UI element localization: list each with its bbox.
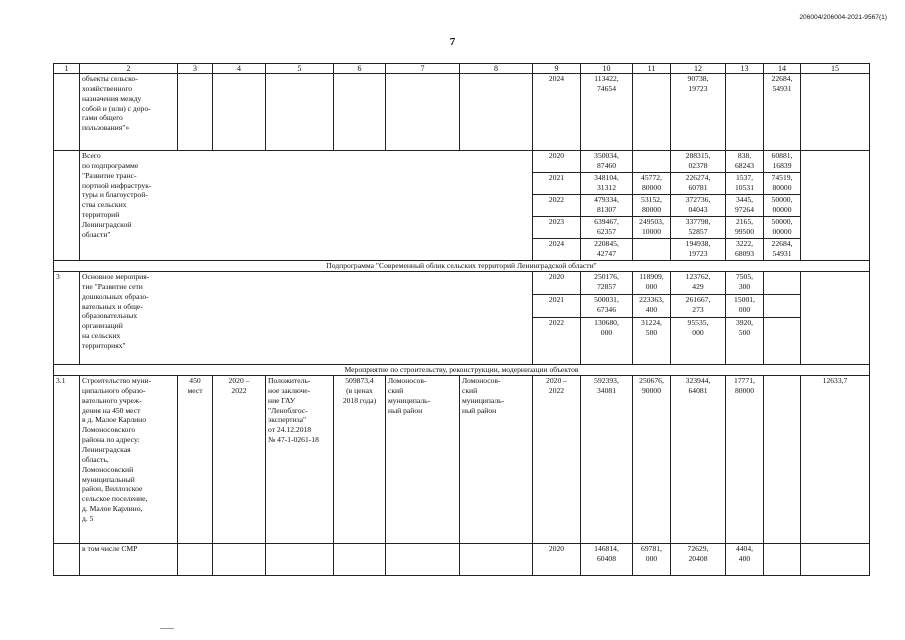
value-cell: 479334, 81307 bbox=[581, 195, 633, 217]
col-header: 4 bbox=[213, 64, 266, 74]
value-cell: 95535, 000 bbox=[671, 318, 726, 365]
col-header: 8 bbox=[460, 64, 533, 74]
value-cell: 3222, 68093 bbox=[726, 239, 764, 261]
row-number: 3 bbox=[54, 272, 80, 365]
year-cell: 2020 bbox=[533, 544, 581, 576]
value-cell: 69781, 000 bbox=[633, 544, 671, 576]
expertise-cell: Положитель- ное заключе- ние ГАУ "Леноблгос- экспертиза" от 24.12.2018 № 47-1-0261-18 bbox=[266, 376, 334, 544]
value-cell: 348104, 31312 bbox=[581, 173, 633, 195]
value-cell: 15001, 000 bbox=[726, 295, 764, 318]
value-cell: 261667, 273 bbox=[671, 295, 726, 318]
value-cell: 90738, 19723 bbox=[671, 74, 726, 151]
value-cell: 3920, 500 bbox=[726, 318, 764, 365]
year-cell: 2024 bbox=[533, 74, 581, 151]
table-row bbox=[54, 272, 870, 295]
col-header: 14 bbox=[764, 64, 801, 74]
value-cell: 113422, 74654 bbox=[581, 74, 633, 151]
value-cell: 17771, 80000 bbox=[726, 376, 764, 544]
value-cell: 1537, 10531 bbox=[726, 173, 764, 195]
col-header: 7 bbox=[386, 64, 460, 74]
value-cell: 53152, 80000 bbox=[633, 195, 671, 217]
value-cell: 31224, 500 bbox=[633, 318, 671, 365]
page-number: 7 bbox=[449, 36, 456, 48]
value-cell: 146814, 60408 bbox=[581, 544, 633, 576]
value-cell bbox=[764, 272, 801, 295]
year-cell: 2021 bbox=[533, 173, 581, 195]
value-cell: 130680, 000 bbox=[581, 318, 633, 365]
value-cell: 639467, 62357 bbox=[581, 217, 633, 239]
table-row bbox=[54, 376, 870, 544]
document-id: 206004/206004-2021-9567(1) bbox=[799, 14, 887, 21]
row-label: объекты сельско- хозяйственного назначения между собой и (или) с доро- гами общего пользования"» bbox=[80, 74, 178, 151]
table-row bbox=[54, 365, 870, 376]
subprogram-title: Подпрограмма "Современный облик сельских территорий Ленинградской области" bbox=[54, 261, 870, 272]
value-cell bbox=[764, 318, 801, 365]
value-cell: 194938, 19723 bbox=[671, 239, 726, 261]
value-cell bbox=[764, 544, 801, 576]
table-row bbox=[54, 74, 870, 151]
col-header: 12 bbox=[671, 64, 726, 74]
value-cell: 118909, 000 bbox=[633, 272, 671, 295]
recipient-cell: Ломоносов- ский муниципаль- ный район bbox=[460, 376, 533, 544]
period-cell: 2020 – 2022 bbox=[213, 376, 266, 544]
value-cell: 350034, 87460 bbox=[581, 151, 633, 173]
year-cell: 2024 bbox=[533, 239, 581, 261]
table-row bbox=[54, 261, 870, 272]
row-label: Основное мероприя- тие "Развитие сети дошкольных образо- вательных и обще- образовательных организаций на сельских территориях" bbox=[80, 272, 533, 365]
value-cell: 838, 68243 bbox=[726, 151, 764, 173]
row-number: 3.1 bbox=[54, 376, 80, 544]
value-cell: 337798, 52857 bbox=[671, 217, 726, 239]
scan-mark bbox=[160, 628, 174, 629]
year-cell: 2023 bbox=[533, 217, 581, 239]
value-cell: 223363, 400 bbox=[633, 295, 671, 318]
value-cell: 592393, 34081 bbox=[581, 376, 633, 544]
col-header: 3 bbox=[178, 64, 213, 74]
value-cell: 72629, 20408 bbox=[671, 544, 726, 576]
row-label: Всего по подпрограмме "Развитие транс- портной инфраструк- туры и благоустрой- ства сельских территорий Ленинградской области" bbox=[80, 151, 533, 261]
col-header: 11 bbox=[633, 64, 671, 74]
value-cell: 226274, 60781 bbox=[671, 173, 726, 195]
value-cell: 3445, 97264 bbox=[726, 195, 764, 217]
col-header: 5 bbox=[266, 64, 334, 74]
value-cell bbox=[726, 74, 764, 151]
value-cell: 4404, 400 bbox=[726, 544, 764, 576]
value-cell bbox=[633, 151, 671, 173]
value-cell: 60881, 16839 bbox=[764, 151, 801, 173]
value-cell: 220845, 42747 bbox=[581, 239, 633, 261]
value-cell bbox=[764, 295, 801, 318]
capacity-cell: 450 мест bbox=[178, 376, 213, 544]
col-header: 13 bbox=[726, 64, 764, 74]
value-cell bbox=[633, 239, 671, 261]
year-cell: 2020 bbox=[533, 272, 581, 295]
value-cell bbox=[633, 74, 671, 151]
value-cell: 250676, 90000 bbox=[633, 376, 671, 544]
year-cell: 2022 bbox=[533, 195, 581, 217]
value-cell: 74519, 80000 bbox=[764, 173, 801, 195]
customer-cell: Ломоносов- ский муниципаль- ный район bbox=[386, 376, 460, 544]
row-label: Строительство муни- ципального образо- вательного учреж- дения на 450 мест в д. Малое Карлино Ломоносовского района по адресу: Ленинградская область, Ломоносовский муниципальный район, Виллозское сельское поселение, д. Малое Карлино, д. 5 bbox=[80, 376, 178, 544]
value-cell: 22684, 54931 bbox=[764, 74, 801, 151]
value-cell: 45772, 80000 bbox=[633, 173, 671, 195]
value-cell bbox=[764, 376, 801, 544]
col-header: 6 bbox=[334, 64, 386, 74]
value-cell: 323944, 64081 bbox=[671, 376, 726, 544]
value-cell: 7505, 300 bbox=[726, 272, 764, 295]
table-row bbox=[54, 544, 870, 576]
value-cell: 22684, 54931 bbox=[764, 239, 801, 261]
program-table bbox=[53, 63, 870, 576]
year-cell: 2020 – 2022 bbox=[533, 376, 581, 544]
column-number-row bbox=[54, 64, 870, 74]
table-row bbox=[54, 151, 870, 173]
value-cell: 249503, 10000 bbox=[633, 217, 671, 239]
value-cell: 50000, 00000 bbox=[764, 217, 801, 239]
col-header: 15 bbox=[801, 64, 870, 74]
value-cell: 2165, 99500 bbox=[726, 217, 764, 239]
value-cell: 250176, 72857 bbox=[581, 272, 633, 295]
col-header: 1 bbox=[54, 64, 80, 74]
row-label: в том числе СМР bbox=[80, 544, 178, 576]
value-cell: 50000, 00000 bbox=[764, 195, 801, 217]
value-cell: 500031, 67346 bbox=[581, 295, 633, 318]
cost-cell: 509873,4 (в ценах 2018 года) bbox=[334, 376, 386, 544]
year-cell: 2020 bbox=[533, 151, 581, 173]
year-cell: 2022 bbox=[533, 318, 581, 365]
value-cell: 372736, 04043 bbox=[671, 195, 726, 217]
year-cell: 2021 bbox=[533, 295, 581, 318]
col-header: 2 bbox=[80, 64, 178, 74]
value-cell: 12633,7 bbox=[801, 376, 870, 544]
col-header: 9 bbox=[533, 64, 581, 74]
value-cell: 123762, 429 bbox=[671, 272, 726, 295]
measure-title: Мероприятие по строительству, реконструкции, модернизации объектов bbox=[54, 365, 870, 376]
col-header: 10 bbox=[581, 64, 633, 74]
value-cell: 288315, 02378 bbox=[671, 151, 726, 173]
